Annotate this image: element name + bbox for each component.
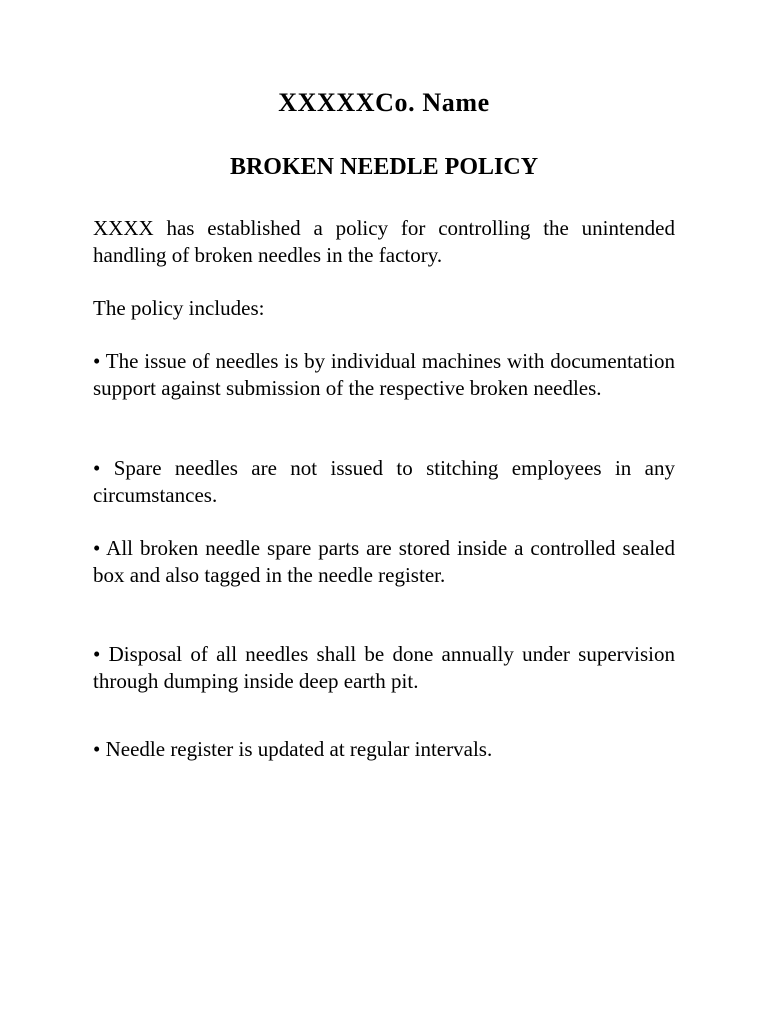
- policy-bullet-sealed-box: • All broken needle spare parts are stored inside a controlled sealed box and also tagged in the needle register.: [93, 536, 675, 587]
- policy-bullet-spare-needles: • Spare needles are not issued to stitching employees in any circumstances.: [93, 456, 675, 507]
- policy-bullet-needle-issue: • The issue of needles is by individual machines with documentation support against submission of the respective broken needles.: [93, 349, 675, 400]
- policy-bullet-register: • Needle register is updated at regular intervals.: [93, 737, 493, 761]
- includes-label: The policy includes:: [93, 296, 265, 320]
- policy-title: BROKEN NEEDLE POLICY: [229, 154, 539, 180]
- policy-bullet-disposal: • Disposal of all needles shall be done annually under supervision through dumping inside deep earth pit.: [93, 642, 675, 693]
- company-name: XXXXXCo. Name: [278, 88, 490, 117]
- intro-paragraph: XXXX has established a policy for controlling the unintended handling of broken needles in the factory.: [93, 216, 675, 267]
